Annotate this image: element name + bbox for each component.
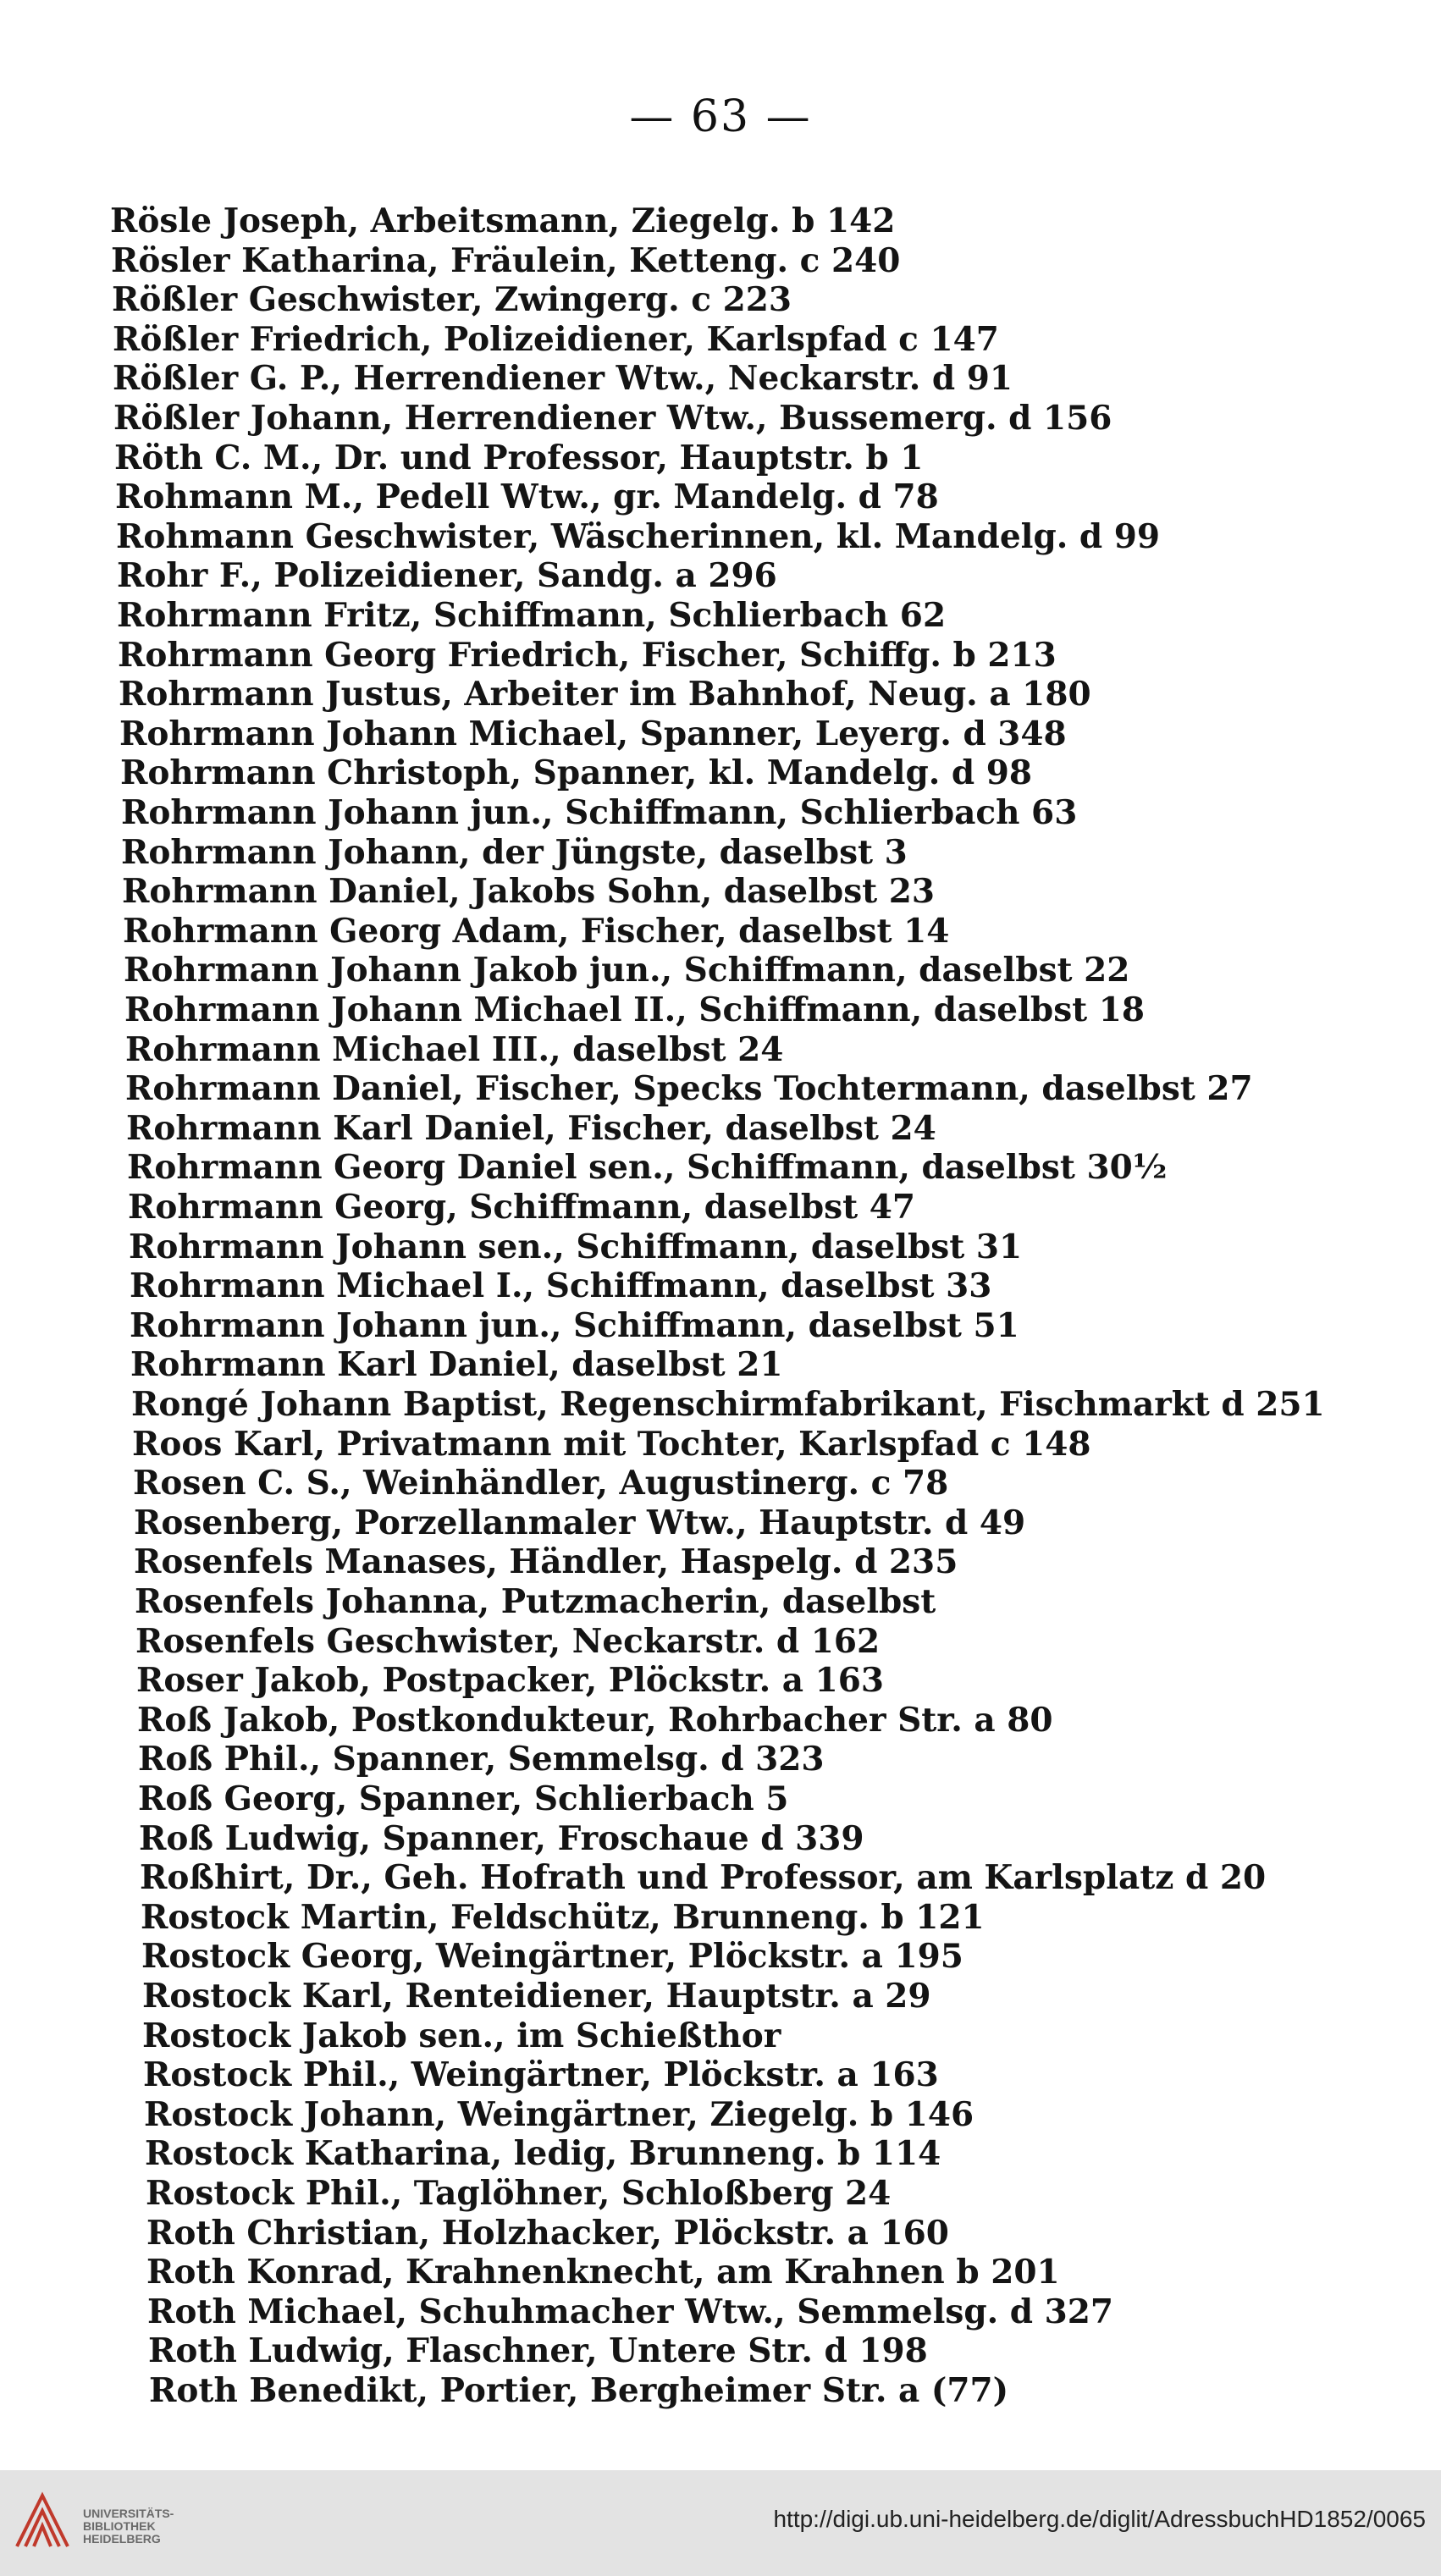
directory-entry: Rohrmann Georg Daniel sen., Schiffmann, daselbst 30½	[127, 1148, 1168, 1188]
library-name-line: UNIVERSITÄTS-	[83, 2507, 174, 2520]
directory-entry: Roß Phil., Spanner, Semmelsg. d 323	[138, 1740, 825, 1779]
directory-entry: Rohrmann Justus, Arbeiter im Bahnhof, Neug. a 180	[119, 675, 1091, 714]
directory-entry: Rostock Katharina, ledig, Brunneng. b 114	[145, 2134, 941, 2174]
directory-entry: Rosen C. S., Weinhändler, Augustinerg. c 78	[133, 1464, 949, 1503]
directory-entry: Rösle Joseph, Arbeitsmann, Ziegelg. b 142	[110, 201, 896, 240]
directory-entry: Rößler Geschwister, Zwingerg. c 223	[112, 280, 792, 320]
library-logo[interactable]	[12, 2487, 190, 2558]
footer-bar	[0, 2470, 1441, 2576]
directory-entry: Rohrmann Georg Friedrich, Fischer, Schiffg. b 213	[118, 635, 1057, 675]
library-name-line: BIBLIOTHEK	[83, 2519, 156, 2533]
directory-entry: Roß Jakob, Postkondukteur, Rohrbacher Str. a 80	[137, 1700, 1053, 1740]
directory-entry: Rohrmann Michael III., daselbst 24	[125, 1029, 784, 1069]
directory-entry: Rohr F., Polizeidiener, Sandg. a 296	[117, 556, 777, 596]
directory-entry: Rößler Johann, Herrendiener Wtw., Bussemerg. d 156	[113, 399, 1112, 438]
directory-entry: Rohrmann Christoph, Spanner, kl. Mandelg. d 98	[120, 753, 1032, 793]
directory-entry: Rohrmann Johann, der Jüngste, daselbst 3	[121, 832, 908, 872]
directory-entry: Roßhirt, Dr., Geh. Hofrath und Professor, am Karlsplatz d 20	[140, 1858, 1267, 1898]
directory-entry: Rößler G. P., Herrendiener Wtw., Neckarstr. d 91	[113, 359, 1013, 399]
source-url-link[interactable]: http://digi.ub.uni-heidelberg.de/diglit/AdressbuchHD1852/0065	[773, 2506, 1426, 2532]
directory-entry: Roos Karl, Privatmann mit Tochter, Karlspfad c 148	[132, 1424, 1091, 1464]
directory-entry: Rostock Karl, Renteidiener, Hauptstr. a 29	[142, 1977, 931, 2016]
directory-entry: Roth Ludwig, Flaschner, Untere Str. d 198	[148, 2331, 928, 2371]
directory-entry: Rohrmann Daniel, Jakobs Sohn, daselbst 23	[122, 872, 936, 912]
directory-entry: Rosenfels Manases, Händler, Haspelg. d 235	[134, 1542, 958, 1582]
directory-entry: Rohrmann Michael I., Schiffmann, daselbst 33	[130, 1266, 992, 1306]
directory-entry: Rosenfels Johanna, Putzmacherin, daselbst	[135, 1582, 936, 1621]
library-name	[83, 2507, 174, 2546]
directory-entry: Rostock Georg, Weingärtner, Plöckstr. a 195	[141, 1937, 963, 1977]
directory-entry: Roth Benedikt, Portier, Bergheimer Str. a (77)	[149, 2371, 1009, 2410]
directory-entry: Roth Konrad, Krahnenknecht, am Krahnen b 201	[146, 2253, 1060, 2292]
directory-entry: Rohrmann Karl Daniel, daselbst 21	[130, 1345, 783, 1385]
directory-entry: Rohrmann Johann Jakob jun., Schiffmann, daselbst 22	[124, 951, 1130, 990]
directory-entry: Rohrmann Johann Michael II., Schiffmann, daselbst 18	[124, 990, 1146, 1029]
directory-entry: Rösler Katharina, Fräulein, Ketteng. c 240	[111, 240, 901, 280]
directory-entry: Rohmann M., Pedell Wtw., gr. Mandelg. d 78	[115, 477, 939, 517]
directory-entry: Rostock Phil., Weingärtner, Plöckstr. a 163	[143, 2055, 939, 2095]
directory-entry: Rößler Friedrich, Polizeidiener, Karlspfad c 147	[113, 319, 999, 359]
directory-entry: Roth Christian, Holzhacker, Plöckstr. a 160	[146, 2213, 949, 2253]
directory-entry: Rohrmann Johann jun., Schiffmann, daselbst 51	[130, 1305, 1019, 1345]
library-name-line: HEIDELBERG	[83, 2532, 161, 2546]
directory-entry: Roß Ludwig, Spanner, Froschaue d 339	[139, 1818, 864, 1858]
directory-entry: Rohrmann Johann sen., Schiffmann, daselbst 31	[129, 1227, 1023, 1266]
directory-entry: Roth Michael, Schuhmacher Wtw., Semmelsg. d 327	[147, 2292, 1114, 2331]
directory-entry: Rosenberg, Porzellanmaler Wtw., Hauptstr. d 49	[134, 1503, 1026, 1542]
directory-entry: Rostock Johann, Weingärtner, Ziegelg. b 146	[144, 2094, 974, 2134]
directory-entry: Roser Jakob, Postpacker, Plöckstr. a 163	[136, 1661, 885, 1701]
directory-entry: Rohrmann Johann Michael, Spanner, Leyerg. d 348	[119, 714, 1067, 753]
directory-entry: Rongé Johann Baptist, Regenschirmfabrikant, Fischmarkt d 251	[131, 1385, 1325, 1424]
directory-entry: Rohrmann Karl Daniel, Fischer, daselbst 24	[126, 1108, 936, 1148]
directory-entry: Roß Georg, Spanner, Schlierbach 5	[138, 1779, 789, 1818]
directory-entry: Rohrmann Johann jun., Schiffmann, Schlierbach 63	[121, 793, 1078, 832]
directory-entry: Rohrmann Georg Adam, Fischer, daselbst 14	[123, 911, 950, 951]
directory-entry: Rosenfels Geschwister, Neckarstr. d 162	[135, 1621, 881, 1661]
directory-entry: Rohrmann Georg, Schiffmann, daselbst 47	[128, 1188, 915, 1227]
directory-entry: Rostock Phil., Taglöhner, Schloßberg 24	[146, 2174, 892, 2213]
directory-entry: Rostock Jakob sen., im Schießthor	[142, 2016, 781, 2055]
directory-entry: Rohrmann Fritz, Schiffmann, Schlierbach 62	[117, 596, 947, 635]
directory-entry: Rohmann Geschwister, Wäscherinnen, kl. Mandelg. d 99	[116, 516, 1160, 556]
directory-entry: Röth C. M., Dr. und Professor, Hauptstr. b 1	[114, 438, 924, 477]
page-number: — 63 —	[629, 91, 812, 142]
directory-entry: Rostock Martin, Feldschütz, Brunneng. b 121	[141, 1897, 985, 1937]
library-emblem-icon	[12, 2487, 73, 2558]
directory-entry: Rohrmann Daniel, Fischer, Specks Tochtermann, daselbst 27	[125, 1069, 1253, 1109]
